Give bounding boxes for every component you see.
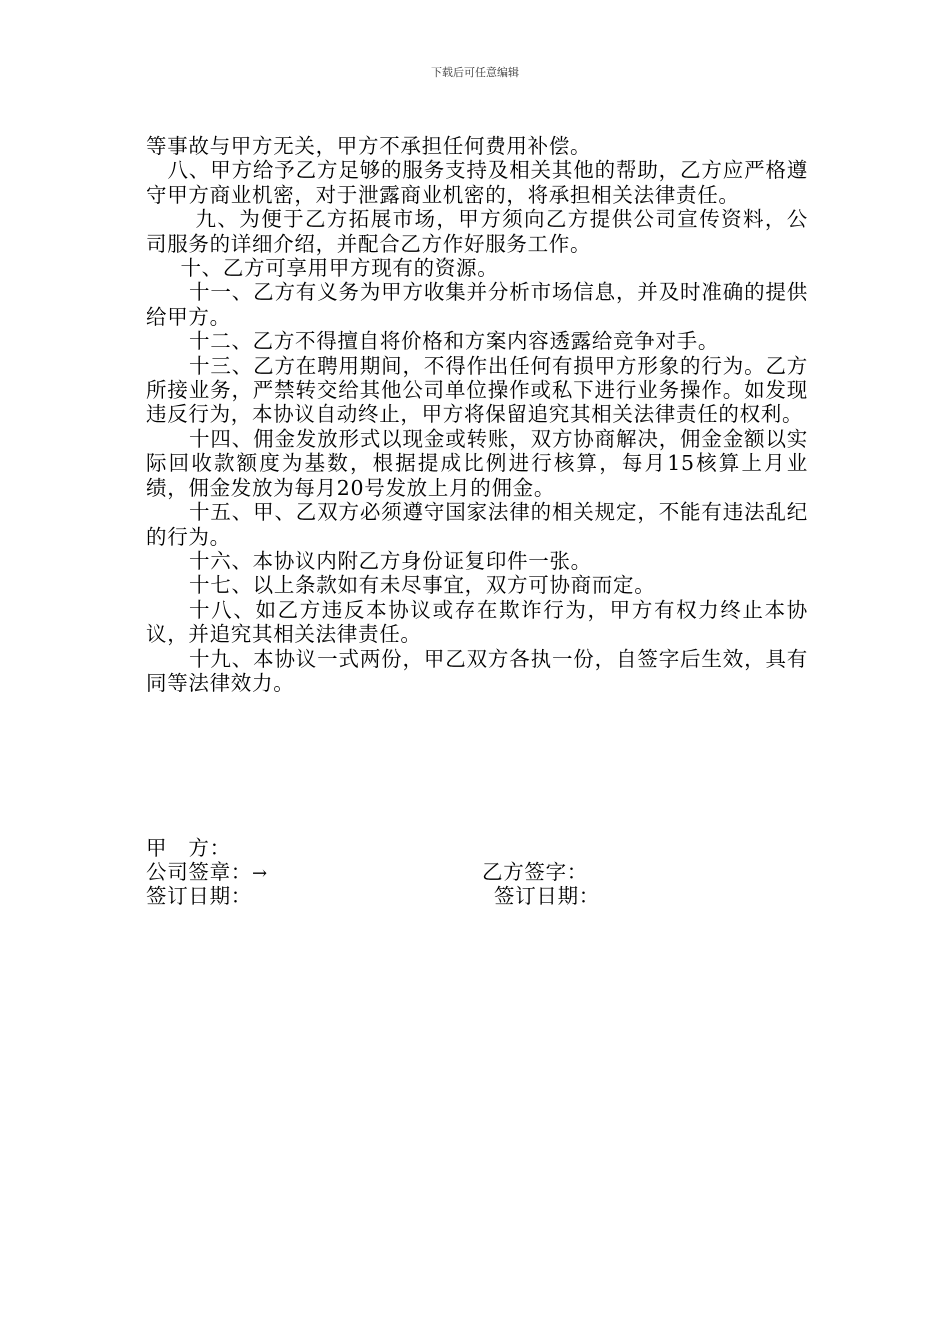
seal-row: [146, 860, 808, 884]
clause-paragraph: 十六、本协议内附乙方身份证复印件一张。: [189, 548, 592, 573]
clause-paragraph: 十七、以上条款如有未尽事宜，双方可协商而定。: [189, 573, 656, 598]
clause-paragraph: 十五、甲、乙双方必须遵守国家法律的相关规定，不能有违法乱纪的行为。: [146, 500, 808, 549]
clause-paragraph: 十三、乙方在聘用期间，不得作出任何有损甲方形象的行为。乙方所接业务，严禁转交给其他公司单位操作或私下进行业务操作。如发现违反行为，本协议自动终止，甲方将保留追究其相关法律责任的权利。: [146, 353, 808, 427]
clause-paragraph: 十八、如乙方违反本协议或存在欺诈行为，甲方有权力终止本协议，并追究其相关法律责任。: [146, 597, 808, 647]
clause-paragraph: 八、甲方给予乙方足够的服务支持及相关其他的帮助，乙方应严格遵守甲方商业机密，对于泄露商业机密的，将承担相关法律责任。: [146, 158, 808, 207]
date-b-label: 签订日期：: [494, 884, 600, 908]
clause-paragraph: 十一、乙方有义务为甲方收集并分析市场信息，并及时准确的提供给甲方。: [146, 280, 808, 329]
clause-paragraph: 十二、乙方不得擅自将价格和方案内容透露给竞争对手。: [189, 329, 720, 354]
clause-paragraph: 十四、佣金发放形式以现金或转账，双方协商解决，佣金金额以实际回收款额度为基数，根据提成比例进行核算，每月15核算上月业绩，佣金发放为每月20号发放上月的佣金。: [146, 426, 808, 500]
date-a-label: 签订日期：: [146, 884, 252, 908]
clause-paragraph: 十九、本协议一式两份，甲乙双方各执一份，自签字后生效，具有同等法律效力。: [146, 646, 808, 695]
signature-block: [146, 836, 808, 908]
company-seal-label: 公司签章：: [146, 860, 252, 884]
party-a-row: [146, 836, 808, 860]
agreement-clauses: [146, 134, 808, 695]
arrow-mark-icon: →: [252, 863, 268, 884]
clause-paragraph: 等事故与甲方无关，甲方不承担任何费用补偿。: [146, 134, 592, 158]
party-a-label: 甲 方：: [146, 836, 231, 860]
date-row: [146, 884, 808, 908]
page-header-note: 下载后可任意编辑: [431, 66, 519, 79]
clause-paragraph: 九、为便于乙方拓展市场，甲方须向乙方提供公司宣传资料，公司服务的详细介绍，并配合乙方作好服务工作。: [146, 207, 808, 256]
party-b-sign-label: 乙方签字：: [482, 860, 588, 884]
clause-paragraph: 十、乙方可享用甲方现有的资源。: [180, 256, 499, 281]
